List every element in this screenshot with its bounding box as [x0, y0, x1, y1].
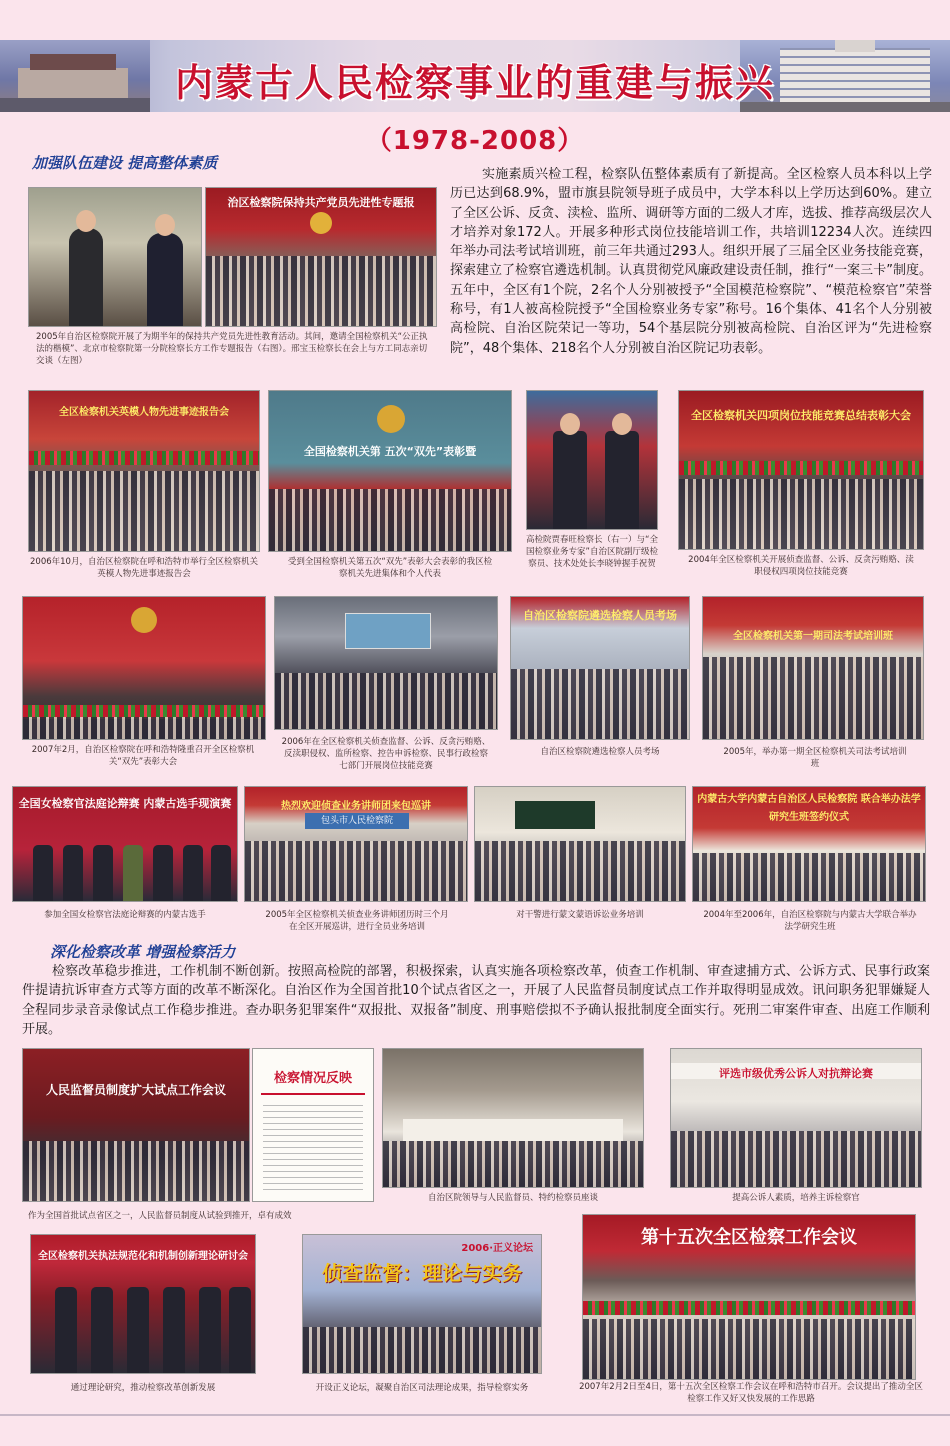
photo-prosecutor-debate-contest: [670, 1048, 922, 1188]
photo-double-advanced-award: [268, 390, 512, 552]
photo-selection-exam-room: [510, 596, 690, 740]
photo-double-advanced-meeting-2007: [22, 596, 266, 740]
photo-advanced-education-report: [205, 187, 437, 327]
photo-banner-text: 全区检察机关执法规范化和机制创新理论研讨会: [38, 1251, 248, 1262]
photo-banner-text: 内蒙古大学内蒙古自治区人民检察院 联合举办法学研究生班签约仪式: [697, 794, 921, 823]
photo-caption: 通过理论研究，推动检察改革创新发展: [70, 1383, 216, 1393]
photo-supervisor-symposium: [382, 1048, 644, 1188]
photo-sign-text: 包头市人民检察院: [305, 813, 409, 829]
photo-expert-handshake: [526, 390, 658, 530]
photo-banner-text: 全国检察机关第 五次“双先”表彰暨: [303, 445, 477, 458]
photo-caption: 2005年自治区检察院开展了为期半年的保持共产党员先进性教育活动。其间，邀请全国检察机关“公正执法的楷模”、北京市检察院第一分院检察长方工作专题报告（右图）。邢宝玉检察长在会上与方工同志亲切交谈（左图）: [36, 332, 428, 366]
photo-caption: 2006年在全区检察机关侦查监督、公诉、反贪污贿赂、反渎职侵权、监所检察、控告申诉检察、民事行政检察七部门开展岗位技能竞赛: [281, 737, 491, 771]
photo-caption: 2007年2月，自治区检察院在呼和浩特隆重召开全区检察机关“双先”表彰大会: [31, 745, 255, 767]
photo-caption: 2004年全区检察机关开展侦查监督、公诉、反贪污贿赂、渎职侵权四项岗位技能竞赛: [688, 555, 914, 577]
photo-mongolian-language-training: [474, 786, 686, 902]
photo-seven-departments-contest: [274, 596, 498, 730]
photo-handshake-officials: [28, 187, 202, 327]
photo-judicial-exam-training: [702, 596, 924, 740]
section2-heading: 深化检察改革 增强检察活力: [50, 943, 236, 961]
photo-tag-text: 2006·正义论坛: [461, 1243, 533, 1254]
photo-caption: 2004年至2006年，自治区检察院与内蒙古大学联合举办法学研究生班: [703, 910, 917, 932]
photo-caption: 自治区检察院遴选检察人员考场: [540, 747, 660, 757]
photo-banner-text: 全国女检察官法庭论辩赛 内蒙古选手现演赛: [18, 797, 232, 810]
photo-caption: 2006年10月，自治区检察院在呼和浩特市举行全区检察机关英模人物先进事迹报告会: [30, 557, 258, 579]
photo-caption: 开设正义论坛，凝聚自治区司法理论成果，指导检察实务: [315, 1383, 529, 1393]
photo-banner-text: 评选市级优秀公诉人对抗辩论赛: [719, 1067, 873, 1080]
photo-caption: 2007年2月2日至4日，第十五次全区检察工作会议在呼和浩特市召开。会议提出了推动全区检察工作又好又快发展的工作思路: [579, 1382, 923, 1404]
photo-banner-text: 侦查监督：理论与实务: [322, 1261, 522, 1285]
photo-caption: 自治区院领导与人民监督员、特约检察员座谈: [427, 1193, 598, 1203]
photo-banner-text: 第十五次全区检察工作会议: [641, 1227, 857, 1248]
document-title: 检察情况反映: [273, 1071, 352, 1086]
photo-justice-forum: [302, 1234, 542, 1374]
photo-investigation-lecture-tour: [244, 786, 468, 902]
photo-model-report-meeting: [28, 390, 260, 552]
section2-paragraph: 检察改革稳步推进，工作机制不断创新。按照高检院的部署，积极探索，认真实施各项检察改革，侦查工作机制、审查逮捕方式、公诉方式、民事行政案件提请抗诉审查方式等方面的改革不断深化。自治区作为全国首批10个试点省区之一，开展了人民监督员制度试点工作并取得明显成效。讯问职务犯罪嫌疑人全程同步录音录像试点工作稳步推进。查办职务犯罪案件“双报批、双报备”制度、刑事赔偿拟不予确认报批制度全面实行。死刑二审案件审查、出庭工作顺利开展。: [22, 964, 930, 1037]
photo-banner-text: 全区检察机关英模人物先进事迹报告会: [59, 407, 229, 418]
photo-caption: 高检院贾春旺检察长（右一）与“全国检察业务专家”自治区院副厅级检察员、技术处处长李晓钟握手祝贺: [526, 535, 658, 569]
photo-caption: 作为全国首批试点省区之一，人民监督员制度从试验到推开，卓有成效: [28, 1211, 292, 1221]
photo-caption: 提高公诉人素质，培养主诉检察官: [732, 1193, 860, 1203]
photo-skills-contest-award: [678, 390, 924, 550]
photo-caption: 受到全国检察机关第五次“双先”表彰大会表彰的我区检察机关先进集体和个人代表: [287, 557, 493, 579]
bottom-divider: [0, 1414, 950, 1416]
photo-caption: 参加全国女检察官法庭论辩赛的内蒙古选手: [44, 910, 206, 920]
page-title: 内蒙古人民检察事业的重建与振兴: [174, 61, 775, 105]
photo-banner-text: 人民监督员制度扩大试点工作会议: [45, 1083, 226, 1097]
photo-banner-text: 治区检察院保持共产党员先进性专题报: [227, 196, 415, 209]
photo-banner-text: 热烈欢迎侦查业务讲师团来包巡讲: [281, 801, 431, 812]
photo-theory-seminar: [30, 1234, 256, 1374]
photo-caption: 对干警进行蒙文蒙语诉讼业务培训: [516, 910, 644, 920]
photo-banner-text: 全区检察机关四项岗位技能竞赛总结表彰大会: [691, 409, 911, 422]
photo-caption: 2005年，举办第一期全区检察机关司法考试培训班: [723, 747, 907, 769]
section1-paragraph: 实施素质兴检工程，检察队伍整体素质有了新提高。全区检察人员本科以上学历已达到68.9%，盟市旗县院领导班子成员中，大学本科以上学历达到60%。建立了全区公诉、反贪、渎检、监所、调研等方面的二级人才库，选拔、推荐高级层次人才培养对象172人。开展多种形式岗位技能培训工作，共培训12234人次。连续四年举办司法考试培训班，前三年共通过293人。组织开展了三届全区业务技能竞赛，探索建立了检察官遴选机制。认真贯彻党风廉政建设责任制，推行“一案三卡”制度。五年中，全区有1个院，2名个人分别被授予“全国模范检察院”、“模范检察官”荣誉称号，有1人被高检院授予“全国检察业务专家”称号。16个集体、41名个人分别被高检院、自治区院荣记一等功，54个基层院分别被高检院、自治区评为“先进检察院”，48个集体、218名个人分别被自治区院记功表彰。: [450, 167, 932, 356]
page-subtitle: （1978-2008）: [365, 126, 585, 156]
photo-people-supervisor-meeting: [22, 1048, 250, 1202]
photo-graduate-program-signing: [692, 786, 926, 902]
photo-female-prosecutor-debate: [12, 786, 238, 902]
section1-heading: 加强队伍建设 提高整体素质: [32, 154, 218, 172]
photo-banner-text: 自治区检察院遴选检察人员考场: [523, 609, 677, 622]
photo-banner-text: 全区检察机关第一期司法考试培训班: [733, 631, 893, 642]
photo-document-report: [252, 1048, 374, 1202]
photo-15th-work-conference: [582, 1214, 916, 1380]
photo-caption: 2005年全区检察机关侦查业务讲师团历时三个月在全区开展巡讲，进行全员业务培训: [265, 910, 449, 932]
